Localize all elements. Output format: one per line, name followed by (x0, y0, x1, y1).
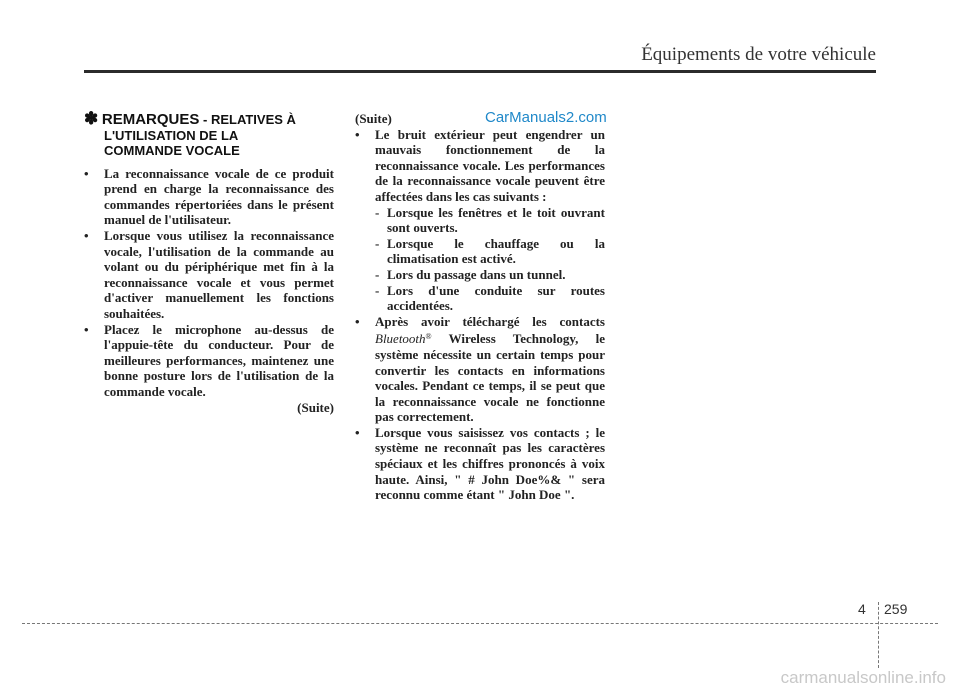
sub-list-item (365, 267, 605, 283)
registered-mark: ® (425, 332, 432, 342)
list-item (84, 228, 334, 322)
bluetooth-brand: Bluetooth (375, 331, 426, 347)
notice-heading-line3: COMMANDE VOCALE (104, 142, 240, 158)
chapter-title: Équipements de votre véhicule (641, 44, 876, 65)
bullet-icon: • (355, 126, 360, 142)
chapter-number: 4 (858, 601, 866, 617)
dash-icon: - (375, 235, 380, 251)
list-item-text-pre: Après avoir téléchargé les contacts (375, 313, 605, 329)
watermark-link[interactable]: CarManuals2.com (485, 109, 607, 126)
site-watermark: carmanualsonline.info (780, 668, 946, 687)
notice-heading-line2: L'UTILISATION DE LA (104, 127, 239, 143)
notice-heading-rest: - RELATIVES À (199, 112, 296, 127)
bullet-icon: • (84, 321, 89, 337)
continued-label: (Suite) (297, 399, 334, 415)
bullet-icon: • (84, 227, 89, 243)
list-item-text-post: Wireless Technology, le système nécessite un certain temps pour convertir les contacts en informations vocales. Pendant ce temps, il se peut que la reconnaissance vocale ne fonctionne pas correctement. (375, 331, 605, 425)
list-item (84, 166, 334, 228)
notice-heading (84, 111, 334, 158)
sub-item-text: Lors d'une conduite sur routes accidentées. (387, 282, 605, 314)
dash-icon: - (375, 282, 380, 298)
right-column (355, 111, 605, 503)
bullet-icon: • (355, 424, 360, 440)
list-item-text: Placez le microphone au-dessus de l'appuie-tête du conducteur. Pour de meilleures performances, maintenez une bonne posture lors de l'utilisation de la commande vocale. (104, 321, 334, 399)
sub-list-item (365, 283, 605, 314)
list-item-text: La reconnaissance vocale de ce produit prend en charge la reconnaissance des commandes répertoriées dans le présent manuel de l'utilisateur. (104, 165, 334, 228)
bullet-icon: • (84, 165, 89, 181)
left-column (84, 111, 334, 415)
list-item (84, 322, 334, 400)
dash-icon: - (375, 266, 380, 282)
list-item (355, 314, 605, 425)
notice-star-icon: ✽ (84, 109, 99, 128)
header-divider (84, 70, 876, 73)
continued-label: (Suite) (355, 111, 392, 126)
sub-item-text: Lorsque le chauffage ou la climatisation est activé. (387, 235, 605, 267)
sub-list-item (365, 236, 605, 267)
footer-vertical-divider (878, 602, 879, 668)
sub-item-text: Lorsque les fenêtres et le toit ouvrant sont ouverts. (387, 204, 605, 236)
list-item-text: Le bruit extérieur peut engendrer un mauvais fonctionnement de la reconnaissance vocale. Les performances de la reconnaissance vocale peuvent être affectées dans les cas suivants : (375, 126, 605, 204)
footer-divider (22, 623, 938, 624)
bullet-icon: • (355, 313, 360, 329)
list-item (355, 127, 605, 205)
list-item-text: Lorsque vous utilisez la reconnaissance vocale, l'utilisation de la commande au volant ou du périphérique met fin à la reconnaissance vocale et vous permet d'activer manuellement les fonctions souhaitées. (104, 227, 334, 321)
notice-heading-lead: REMARQUES (101, 111, 200, 128)
sub-list-item (365, 205, 605, 236)
page-number: 259 (884, 601, 908, 617)
list-item-text: Lorsque vous saisissez vos contacts ; le système ne reconnaît pas les caractères spéciaux et les chiffres prononcés à voix haute. Ainsi, " # John Doe%& " sera reconnu comme étant " John Doe ". (375, 424, 605, 503)
sub-item-text: Lors du passage dans un tunnel. (387, 266, 566, 282)
dash-icon: - (375, 204, 380, 220)
list-item (355, 425, 605, 503)
